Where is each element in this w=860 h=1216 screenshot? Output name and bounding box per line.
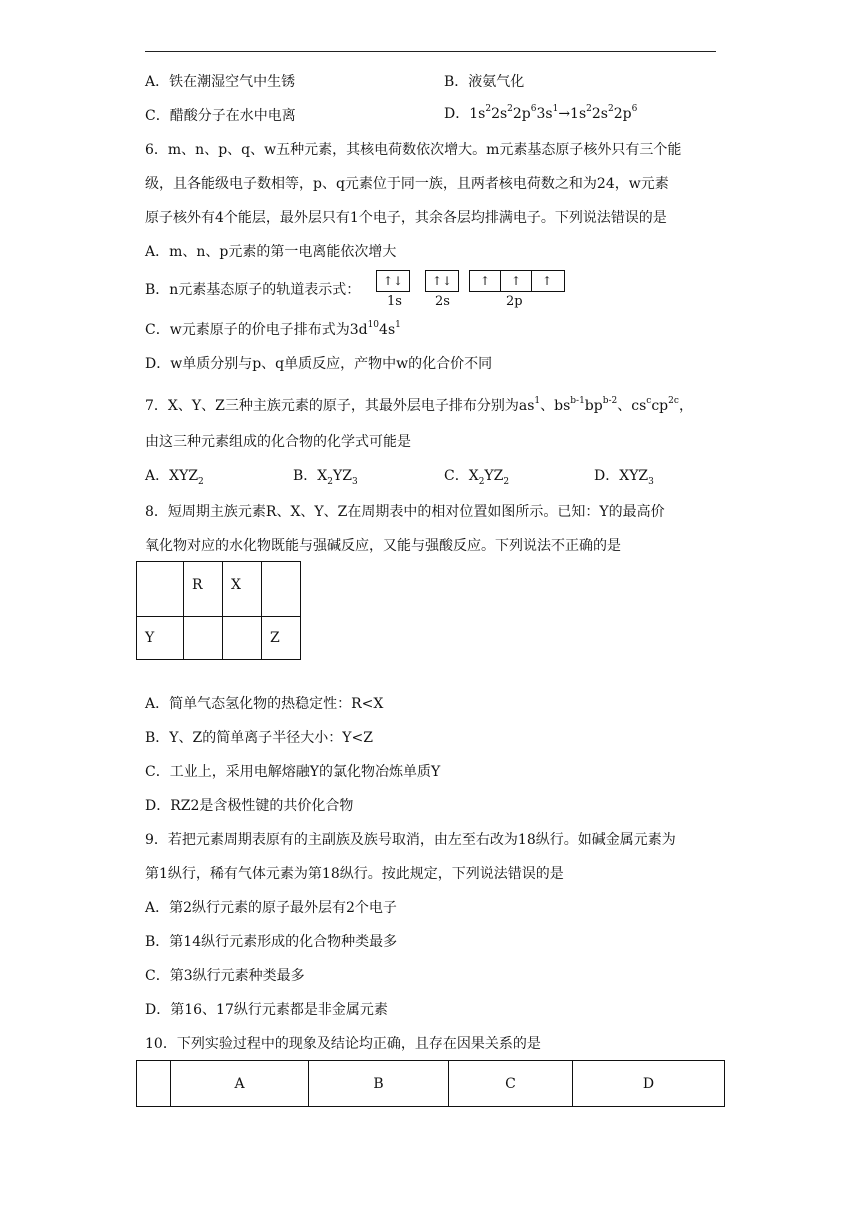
q5-option-d: D．$1s^22s^22p^63s^1\to 1s^22s^22p^6$ [444, 104, 638, 122]
table-header-cell: C [449, 1061, 573, 1107]
table-row [137, 617, 301, 660]
q6-option-a: A．m、n、p元素的第一电离能依次增大 [145, 244, 397, 260]
q9-stem-line1: 9．若把元素周期表原有的主副族及族号取消，由左至右改为18纵行。如碱金属元素为 [145, 832, 676, 848]
q8-option-b: B．Y、Z的简单离子半径大小：Y<Z [145, 730, 373, 746]
q6-stem-line1: 6．m、n、p、q、w五种元素，其核电荷数依次增大。m元素基态原子核外只有三个能 [145, 142, 682, 158]
q8-stem-line2: 氧化物对应的水化物既能与强碱反应，又能与强酸反应。下列说法不正确的是 [145, 538, 621, 554]
orbital-box-1s: ↑↓ [376, 270, 410, 292]
orbital-label-1s: 1s [387, 294, 402, 309]
q8-option-d: D．RZ2是含极性键的共价化合物 [145, 798, 354, 814]
q6-option-d: D．w单质分别与p、q单质反应，产物中w的化合价不同 [145, 356, 493, 372]
table-cell [184, 617, 223, 660]
header-rule [145, 51, 716, 52]
q7-option-d: D．$XYZ_3$ [594, 468, 654, 487]
q6-stem-line2: 级，且各能级电子数相等，p、q元素位于同一族，且两者核电荷数之和为24，w元素 [145, 176, 669, 192]
q8-option-a: A．简单气态氢化物的热稳定性：R<X [145, 696, 384, 712]
table-header-cell: B [309, 1061, 449, 1107]
table-row [137, 562, 301, 617]
orbital-label-2s: 2s [435, 294, 450, 309]
table-header-cell [137, 1061, 171, 1107]
q6-option-c: C．w元素原子的价电子排布式为$3d^{10}4s^1$ [145, 320, 401, 338]
q8-stem-line1: 8．短周期主族元素R、X、Y、Z在周期表中的相对位置如图所示。已知：Y的最高价 [145, 504, 665, 520]
q6-option-b: B．n元素基态原子的轨道表示式： [145, 282, 361, 298]
q7-option-b: B．$X_2YZ_3$ [293, 468, 358, 487]
table-cell: Z [262, 617, 301, 660]
orbital-diagram [376, 270, 576, 316]
table-cell: X [223, 562, 262, 617]
table-cell [262, 562, 301, 617]
table-cell [137, 562, 184, 617]
table-cell [223, 617, 262, 660]
q5-option-b: B．液氨气化 [444, 74, 525, 90]
q8-option-c: C．工业上，采用电解熔融Y的氯化物冶炼单质Y [145, 764, 441, 780]
q6-stem-line3: 原子核外有4个能层，最外层只有1个电子，其余各层均排满电子。下列说法错误的是 [145, 210, 667, 226]
q7-option-a: A．$XYZ_2$ [145, 468, 204, 487]
orbital-box-2s: ↑↓ [425, 270, 459, 292]
table-cell: Y [137, 617, 184, 660]
table-cell: R [184, 562, 223, 617]
orbital-label-2p: 2p [506, 294, 523, 309]
table-row [137, 1061, 725, 1107]
periodic-position-table [136, 561, 301, 660]
table-header-cell: D [573, 1061, 725, 1107]
q7-stem-line2: 由这三种元素组成的化合物的化学式可能是 [145, 434, 411, 450]
q7-stem-line1: 7．X、Y、Z三种主族元素的原子，其最外层电子排布分别为$as^1$、$bs^{b-1}bp^{b-2}$、$cs^ccp^{2c}$， [145, 396, 693, 414]
q5-option-c: C．醋酸分子在水中电离 [145, 108, 296, 124]
q9-option-b: B．第14纵行元素形成的化合物种类最多 [145, 934, 398, 950]
table-header-cell: A [171, 1061, 309, 1107]
orbital-box-2p: ↑ ↑ ↑ [469, 270, 565, 292]
q9-stem-line2: 第1纵行，稀有气体元素为第18纵行。按此规定，下列说法错误的是 [145, 866, 564, 882]
q10-options-table [136, 1060, 725, 1107]
q5-option-a: A．铁在潮湿空气中生锈 [145, 74, 296, 90]
q7-option-c: C．$X_2YZ_2$ [444, 468, 510, 487]
q9-option-c: C．第3纵行元素种类最多 [145, 968, 305, 984]
q9-option-a: A．第2纵行元素的原子最外层有2个电子 [145, 900, 397, 916]
q10-stem: 10．下列实验过程中的现象及结论均正确，且存在因果关系的是 [145, 1036, 541, 1052]
q9-option-d: D．第16、17纵行元素都是非金属元素 [145, 1002, 388, 1018]
